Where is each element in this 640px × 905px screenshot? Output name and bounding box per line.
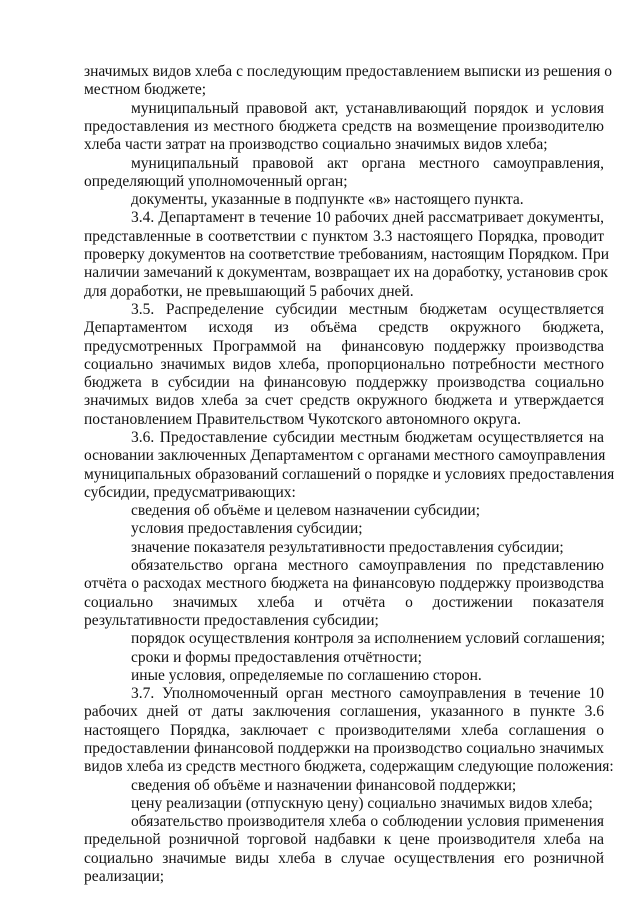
text-line: местном бюджете; (84, 81, 207, 98)
text-line: иные условия, определяемые по соглашению сторон. (131, 667, 482, 684)
text-line: субсидии, предусматривающих: (84, 484, 296, 501)
text-line: видов хлеба из средств местного бюджета, содержащим следующие положения: (84, 758, 614, 775)
text-line: муниципальный правовой акт органа местного самоуправления, (131, 155, 604, 172)
text-line: цену реализации (отпускную цену) социально значимых видов хлеба; (131, 795, 593, 812)
text-line: значимых видов хлеба с последующим предоставлением выписки из решения о (84, 63, 612, 80)
text-line: предельной розничной торговой надбавки к цене производителя хлеба на (84, 831, 604, 848)
text-line: для доработки, не превышающий 5 рабочих дней. (84, 283, 414, 300)
text-line: представленные в соответствии с пунктом 3.3 настоящего Порядка, проводит (84, 228, 604, 245)
text-line: обязательство органа местного самоуправления по представлению (131, 557, 604, 574)
text-line: наличии замечаний к документам, возвращает их на доработку, установив срок (84, 264, 608, 281)
text-line: сведения об объёме и назначении финансовой поддержки; (131, 777, 517, 794)
text-line: значение показателя результативности предоставления субсидии; (131, 539, 564, 556)
text-line: обязательство производителя хлеба о соблюдении условия применения (131, 813, 604, 830)
text-line: бюджета в субсидии на финансовую поддержку производства социально (84, 374, 604, 391)
text-line: условия предоставления субсидии; (131, 520, 363, 537)
text-line: 3.5. Распределение субсидии местным бюджетам осуществляется (131, 301, 604, 318)
text-line: документы, указанные в подпункте «в» настоящего пункта. (131, 191, 524, 208)
text-line: предоставления из местного бюджета средств на возмещение производителю (84, 118, 604, 135)
text-line: определяющий уполномоченный орган; (84, 173, 348, 190)
text-line: настоящего Порядка, заключает с производителями хлеба соглашения о (84, 722, 604, 739)
text-line: Департаментом исходя из объёма средств окружного бюджета, (84, 319, 604, 336)
text-line: сроки и формы предоставления отчётности; (131, 649, 422, 666)
text-line: социально значимых хлеба и отчёта о достижении показателя (84, 594, 604, 611)
text-line: 3.7. Уполномоченный орган местного самоуправления в течение 10 (131, 685, 604, 702)
text-line: основании заключенных Департаментом с органами местного самоуправления (84, 447, 606, 464)
text-line: хлеба части затрат на производство социально значимых видов хлеба; (84, 136, 548, 153)
text-line: сведения об объёме и целевом назначении субсидии; (131, 502, 481, 519)
text-line: предоставлении финансовой поддержки на производство социально значимых (84, 740, 604, 757)
text-line: проверку документов на соответствие требованиям, настоящим Порядком. При (84, 246, 609, 263)
text-line: рабочих дней от даты заключения соглашения, указанного в пункте 3.6 (84, 703, 604, 720)
text-line: муниципальных образований соглашений о порядке и условиях предоставления (84, 466, 615, 483)
text-line: реализации; (84, 868, 165, 885)
text-line: предусмотренных Программой на финансовую поддержку производства (84, 338, 604, 355)
text-line: социально значимых видов хлеба, пропорционально потребности местного (84, 356, 604, 373)
text-line: 3.6. Предоставление субсидии местным бюджетам осуществляется на (131, 429, 604, 446)
text-line: значимых видов хлеба за счет средств окружного бюджета и утверждается (84, 392, 604, 409)
text-line: порядок осуществления контроля за исполнением условий соглашения; (131, 630, 605, 647)
text-line: 3.4. Департамент в течение 10 рабочих дней рассматривает документы, (131, 209, 604, 226)
text-line: муниципальный правовой акт, устанавливающий порядок и условия (131, 100, 604, 117)
text-line: отчёта о расходах местного бюджета на финансовую поддержку производства (84, 575, 604, 592)
text-line: постановлением Правительством Чукотского автономного округа. (84, 411, 522, 428)
text-line: результативности предоставления субсидии; (84, 612, 379, 629)
text-line: социально значимые виды хлеба в случае осуществления его розничной (84, 850, 604, 867)
